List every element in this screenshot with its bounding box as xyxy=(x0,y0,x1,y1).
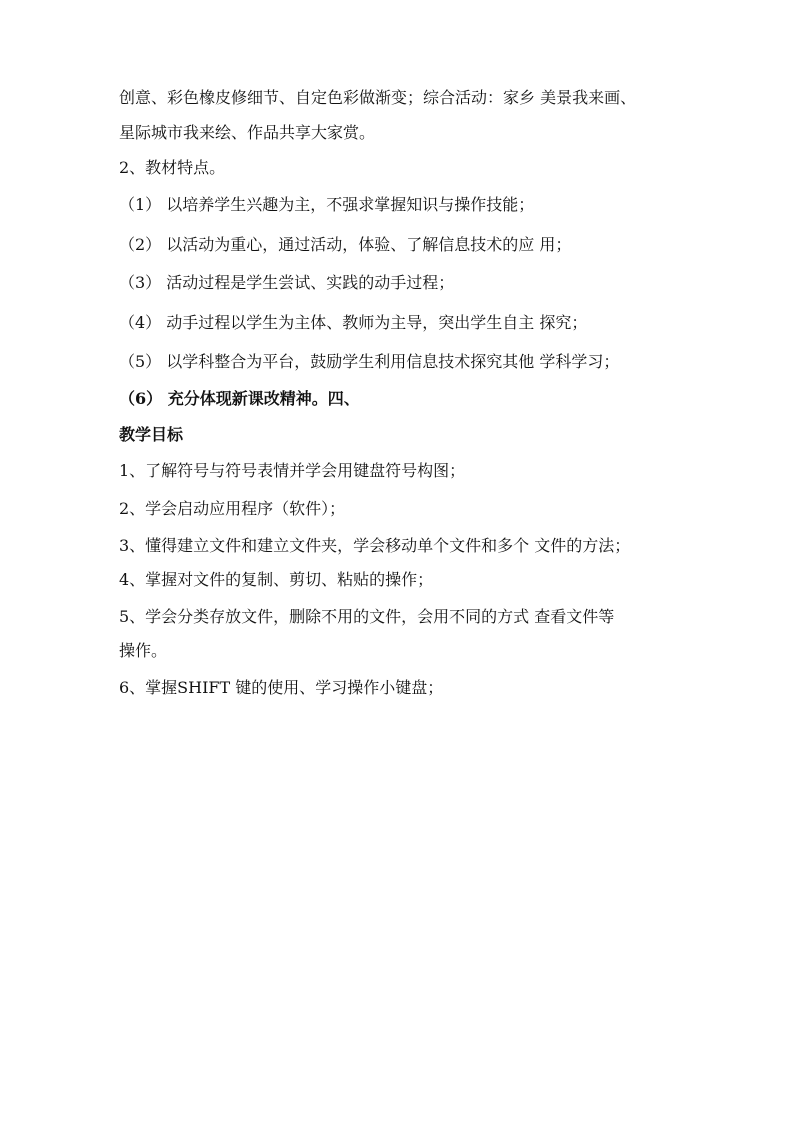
section-heading: 教学目标 xyxy=(119,425,184,444)
list-item: 4、掌握对文件的复制、剪切、粘贴的操作； xyxy=(119,570,434,589)
section-heading: 2、教材特点。 xyxy=(119,158,226,177)
list-item: 1、了解符号与符号表情并学会用键盘符号构图； xyxy=(119,461,466,480)
text-line: 操作。 xyxy=(119,641,168,660)
list-item: （6） 充分体现新课改精神。四、 xyxy=(119,389,360,408)
list-item: （1） 以培养学生兴趣为主，不强求掌握知识与操作技能； xyxy=(119,195,535,214)
list-item: 6、掌握SHIFT 键的使用、学习操作小键盘； xyxy=(119,678,444,697)
list-item: 5、学会分类存放文件，删除不用的文件，会用不同的方式 查看文件等 xyxy=(119,607,615,626)
text-line: 创意、彩色橡皮修细节、自定色彩做渐变；综合活动：家乡 美景我来画、 xyxy=(119,88,637,107)
list-item: （2） 以活动为重心，通过活动，体验、了解信息技术的应 用； xyxy=(119,235,572,254)
text-line: 星际城市我来绘、作品共享大家赏。 xyxy=(119,123,376,142)
list-item: （5） 以学科整合为平台，鼓励学生利用信息技术探究其他 学科学习； xyxy=(119,352,620,371)
list-item: 2、学会启动应用程序（软件）； xyxy=(119,499,346,518)
list-item: （4） 动手过程以学生为主体、教师为主导，突出学生自主 探究； xyxy=(119,313,588,332)
list-item: （3） 活动过程是学生尝试、实践的动手过程； xyxy=(119,273,455,292)
list-item: 3、懂得建立文件和建立文件夹，学会移动单个文件和多个 文件的方法； xyxy=(119,536,631,555)
